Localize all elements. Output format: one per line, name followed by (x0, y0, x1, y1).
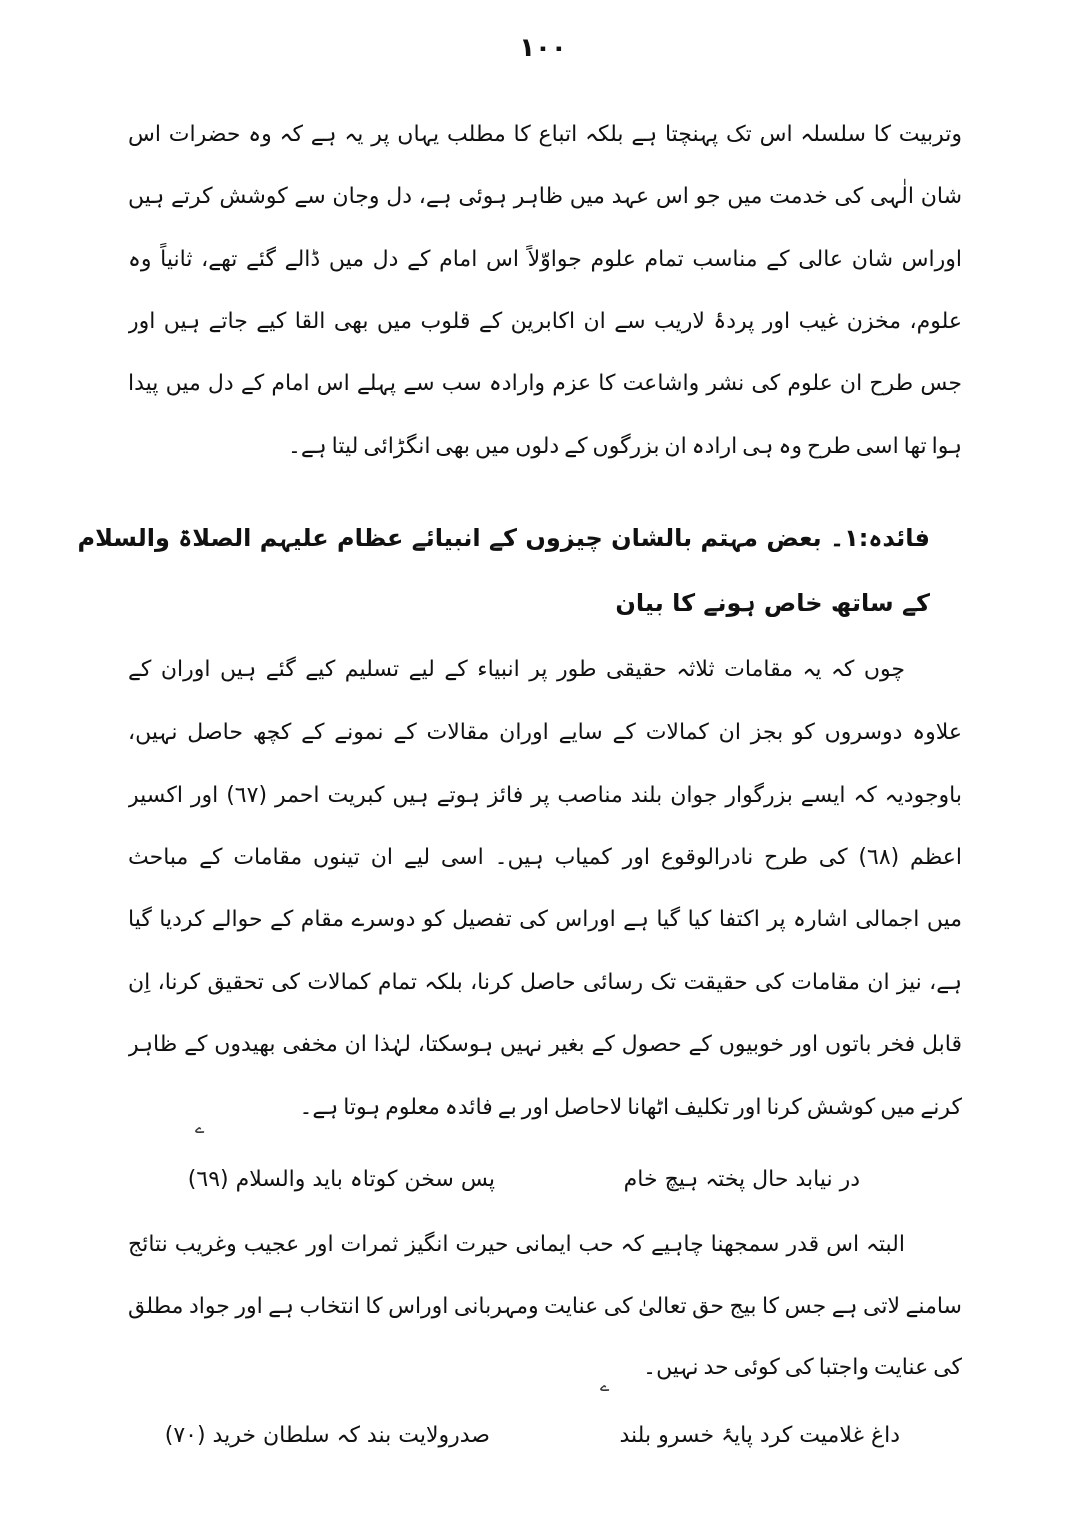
text-line: چوں کہ یہ مقامات ثلاثہ حقیقی طور پر انبیاء کے لیے تسلیم کیے گئے ہیں اوران کے (128, 657, 905, 682)
verse-hemistich: داغ غلامیت کرد پایۂ خسرو بلند (619, 1423, 900, 1448)
text-line: ہوا تھا اسی طرح وہ ہی ارادہ ان بزرگوں کے دلوں میں بھی انگڑائی لیتا ہے۔ (288, 434, 962, 459)
section-heading-line: فائدہ:١۔ بعض مہتم بالشان چیزوں کے انبیائے عظام علیہم الصلاۃ والسلام (77, 524, 930, 552)
text-line: باوجودیہ کہ ایسے بزرگوار جوان بلند مناصب پر فائز ہوتے ہیں کبریت احمر (٦٧) اور اکسیر (128, 783, 962, 808)
text-line: ہے، نیز ان مقامات کی حقیقت تک رسائی حاصل کرنا، بلکہ تمام کمالات کی تحقیق کرنا، اِن (128, 970, 962, 995)
text-line: شان الٰہی کی خدمت میں جو اس عہد میں ظاہر ہوئی ہے، دل وجان سے کوشش کرتے ہیں (128, 184, 962, 209)
text-line: کرنے میں کوشش کرنا اور تکلیف اٹھانا لاحاصل اور بے فائدہ معلوم ہوتا ہے۔ (299, 1095, 962, 1120)
text-line: اعظم (٦٨) کی طرح نادرالوقوع اور کمیاب ہیں۔ اسی لیے ان تینوں مقامات کے مباحث (128, 845, 962, 870)
text-line: سامنے لاتی ہے جس کا بیج حق تعالیٰ کی عنایت ومہربانی اوراس کا انتخاب ہے اور جواد مطلق (128, 1294, 962, 1319)
end-ornament: ے (195, 1118, 205, 1137)
verse-hemistich: در نیابد حال پختہ ہیچ خام (623, 1167, 860, 1192)
text-line: میں اجمالی اشارہ پر اکتفا کیا گیا ہے اوراس کی تفصیل کو دوسرے مقام کے حوالے کردیا گیا (128, 907, 962, 932)
text-line: اوراس شان عالی کے مناسب تمام علوم جواوّلاً اس امام کے دل میں ڈالے گئے تھے، ثانیاً وہ (128, 247, 962, 272)
text-line: علوم، مخزن غیب اور پردۂ لاریب سے ان اکابرین کے قلوب میں بھی القا کیے جاتے ہیں اور (128, 309, 962, 334)
text-line: کی عنایت واجتبا کی کوئی حد نہیں۔ (643, 1355, 962, 1380)
text-line: وتربیت کا سلسلہ اس تک پہنچتا ہے بلکہ اتباع کا مطلب یہاں پر یہ ہے کہ وہ حضرات اس (128, 122, 962, 147)
text-line: قابل فخر باتوں اور خوبیوں کے حصول کے بغیر نہیں ہوسکتا، لہٰذا ان مخفی بھیدوں کے ظاہر (128, 1032, 962, 1057)
verse-hemistich: صدرولایت بند کہ سلطان خرید (٧٠) (164, 1423, 490, 1448)
end-ornament: ے (600, 1376, 610, 1395)
text-line: جس طرح ان علوم کی نشر واشاعت کا عزم وارادہ سب سے پہلے اس امام کے دل میں پیدا (128, 371, 962, 396)
text-line: علاوہ دوسروں کو بجز ان کمالات کے سایے اوران مقالات کے نمونے کے کچھ حاصل نہیں، (128, 720, 962, 745)
verse-hemistich: پس سخن کوتاہ باید والسلام (٦٩) (187, 1167, 495, 1192)
section-heading-line: کے ساتھ خاص ہونے کا بیان (615, 589, 930, 617)
page-number: ١٠٠ (519, 33, 567, 63)
text-line: البتہ اس قدر سمجھنا چاہیے کہ حب ایمانی حیرت انگیز ثمرات اور عجیب وغریب نتائج (128, 1232, 905, 1257)
